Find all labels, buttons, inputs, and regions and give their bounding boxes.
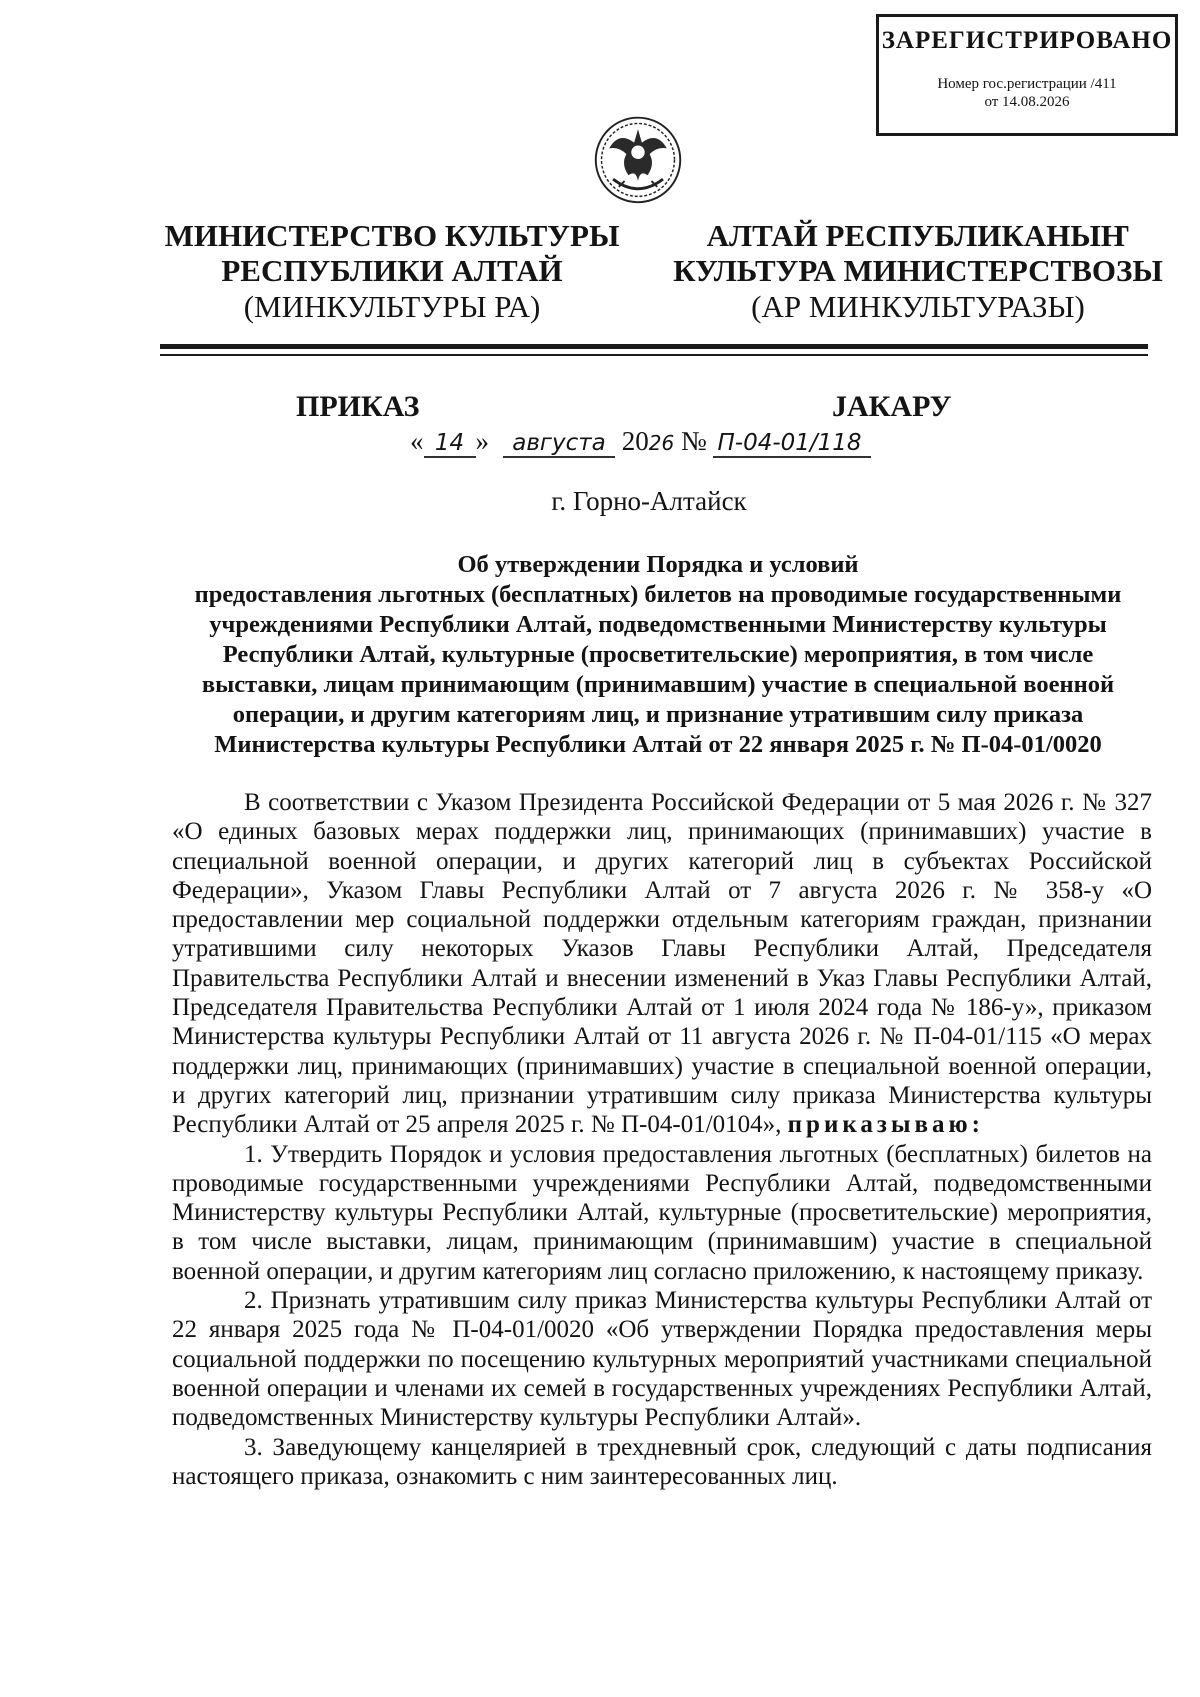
ministry-name-line1: АЛТАЙ РЕСПУБЛИКАНЫҤ <box>706 218 1130 253</box>
title-line: операции, и другим категориям лиц, и признание утратившим силу приказа <box>232 701 1084 728</box>
stamp-title: ЗАРЕГИСТРИРОВАНО <box>881 27 1173 54</box>
close-quote: » <box>475 426 489 456</box>
handwritten-order-number: П-04-01/118 <box>713 430 871 458</box>
title-line: предоставления льготных (бесплатных) билетов на проводимые государственными <box>194 581 1122 608</box>
stamp-reg-number: Номер гос.регистрации /411 <box>937 76 1117 92</box>
open-quote: « <box>410 426 424 456</box>
year-prefix: 20 <box>621 426 649 456</box>
title-line: учреждениями Республики Алтай, подведомственными Министерству культуры <box>209 611 1107 638</box>
order-label-altai: ЈАКАРУ <box>832 390 952 423</box>
header-divider-thin <box>160 354 1148 356</box>
handwritten-month: августа <box>503 430 615 458</box>
header-divider-thick <box>160 344 1148 349</box>
preamble-paragraph <box>172 788 1152 1140</box>
handwritten-year-suffix: 26 <box>648 431 675 455</box>
title-line: Республики Алтай, культурные (просветительские) мероприятия, в том числе <box>222 641 1094 668</box>
title-line: выставки, лицам принимающим (принимавшим) участие в специальной военной <box>201 671 1115 698</box>
item-2: 2. Признать утратившим силу приказ Министерства культуры Республики Алтай от 22 января 2025 года № П-04-01/0020 «Об утверждении Порядка предоставления меры социальной поддержки по посещению культурных мероприятий участниками специальной военной операции и членами их семей в государственных учреждениях Республики Алтай, подведомственных Министерству культуры Республики Алтай». <box>172 1287 1152 1432</box>
item-1: 1. Утвердить Порядок и условия предоставления льготных (бесплатных) билетов на проводимые государственными учреждениями Республики Алтай, подведомственными Министерству культуры Республики Алтай, культурные (просветительские) мероприятия, в том числе выставки, лицам, принимающим (принимавшим) участие в специальной военной операции, и другим категориям лиц согласно приложению, к настоящему приказу. <box>172 1140 1152 1285</box>
preamble-text: В соответствии с Указом Президента Российской Федерации от 5 мая 2026 г. № 327 «О единых базовых мерах поддержки лиц, принимающих (принимавших) участие в специальной военной операции, и других категорий лиц в субъектах Российской Федерации», Указом Главы Республики Алтай от 7 августа 2026 г. № 358-у «О предоставлении мер социальной поддержки отдельным категориям граждан, признании утратившими силу некоторых Указов Главы Республики Алтай, Председателя Правительства Республики Алтай и внесении изменений в Указ Главы Республики Алтай, Председателя Правительства Республики Алтай от 1 июля 2024 года № 186-у», приказом Министерства культуры Республики Алтай от 11 августа 2026 г. № П-04-01/115 «О мерах поддержки лиц, принимающих (принимавших) участие в специальной военной операции, и других категорий лиц, признании утратившим силу приказа Министерства культуры Республики Алтай от 25 апреля 2025 г. № П-04-01/0104», <box>172 789 1152 1139</box>
title-line: Об утверждении Порядка и условий <box>457 551 859 578</box>
ministry-name-line2: РЕСПУБЛИКИ АЛТАЙ <box>221 253 563 288</box>
document-body <box>172 788 1152 1491</box>
number-sign: № <box>680 426 707 456</box>
coat-of-arms-icon <box>590 110 686 206</box>
handwritten-day: 14 <box>424 430 476 458</box>
ministry-name-line1: МИНИСТЕРСТВО КУЛЬТУРЫ <box>164 218 620 253</box>
document-title <box>170 550 1146 760</box>
ministry-name-line2: КУЛЬТУРА МИНИСТЕРСТВОЗЫ <box>673 253 1163 288</box>
order-label-russian: ПРИКАЗ <box>296 390 420 423</box>
item-3: 3. Заведующему канцелярией в трехдневный срок, следующий с даты подписания настоящего приказа, ознакомить с ним заинтересованных лиц. <box>172 1433 1152 1490</box>
ministry-name-altai <box>648 218 1188 325</box>
ministry-short-name: (АР МИНКУЛЬТУРАЗЫ) <box>751 289 1085 324</box>
ministry-short-name: (МИНКУЛЬТУРЫ РА) <box>243 289 541 324</box>
city: г. Горно-Алтайск <box>551 486 747 516</box>
order-word: приказываю: <box>787 1111 984 1139</box>
registration-stamp <box>876 14 1178 136</box>
title-line: Министерства культуры Республики Алтай от 22 января 2025 г. № П-04-01/0020 <box>214 731 1102 758</box>
ministry-name-russian <box>122 218 662 325</box>
stamp-reg-date: от 14.08.2026 <box>984 94 1070 110</box>
order-date-number <box>410 426 871 458</box>
